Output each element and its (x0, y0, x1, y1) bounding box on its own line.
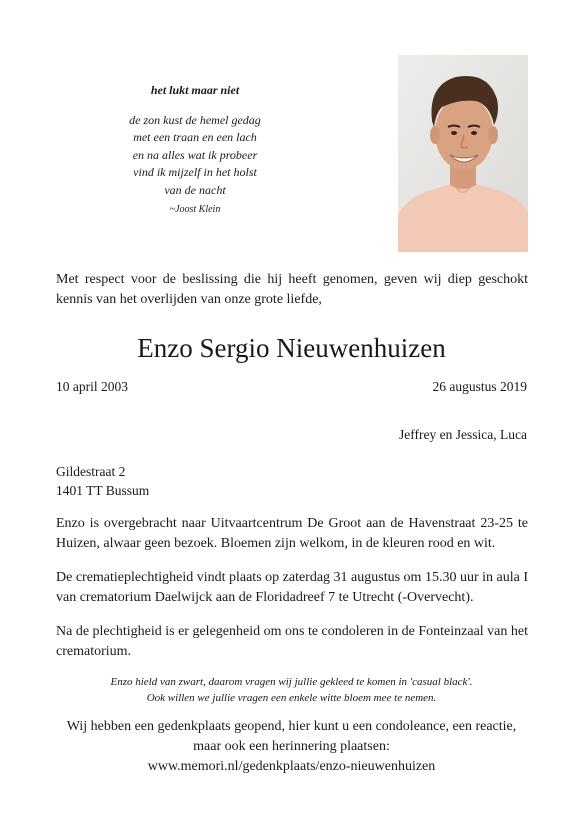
address-street: Gildestraat 2 (56, 464, 126, 479)
deceased-name: Enzo Sergio Nieuwenhuizen (137, 333, 446, 363)
closing-line: maar ook een herinnering plaatsen: (193, 739, 390, 754)
dress-code-line: Ook willen we jullie vragen een enkele witte bloem mee te nemen. (146, 692, 437, 704)
portrait-photo (398, 55, 528, 252)
poem-line: met een traan en een lach (133, 130, 257, 144)
correspondence-address (56, 462, 149, 500)
poem-author: ~Joost Klein (169, 204, 221, 215)
viewing-paragraph: Enzo is overgebracht naar Uitvaartcentrum De Groot aan de Havenstraat 23-25 te Huizen, alwaar geen bezoek. Bloemen zijn welkom, in de kleuren rood en wit. (56, 516, 528, 551)
dress-code-note (0, 674, 583, 706)
birth-date: 10 april 2003 (56, 379, 128, 394)
poem (100, 82, 290, 219)
poem-line: en na alles wat ik probeer (132, 147, 258, 162)
intro-text: Met respect voor de beslissing die hij heeft genomen, geven wij diep geschokt kennis van het overlijden van onze grote liefde, (56, 272, 528, 307)
poem-line: de zon kust de hemel gedag (129, 112, 261, 127)
poem-line: vind ik mijzelf in het holst (133, 165, 257, 179)
ceremony-paragraph: De crematieplechtigheid vindt plaats op zaterdag 31 augustus om 15.30 uur in aula I van crematorium Daelwijck aan de Floridadreef 7 te Utrecht (-Overvecht). (56, 570, 528, 605)
portrait-illustration (398, 55, 528, 252)
family-names: Jeffrey en Jessica, Luca (399, 427, 527, 442)
address-city: 1401 TT Bussum (56, 483, 150, 498)
closing-line: Wij hebben een gedenkplaats geopend, hier kunt u een condoleance, een reactie, (66, 719, 517, 734)
poem-line: van de nacht (164, 182, 226, 197)
condolence-paragraph: Na de plechtigheid is er gelegenheid om ons te condoleren in de Fonteinzaal van het crematorium. (56, 624, 528, 659)
poem-title: het lukt maar niet (150, 83, 240, 97)
memorial-url: www.memori.nl/gedenkplaats/enzo-nieuwenhuizen (147, 759, 436, 774)
memorial-page-note (0, 717, 583, 777)
dress-code-line: Enzo hield van zwart, daarom vragen wij jullie gekleed te komen in 'casual black'. (110, 676, 473, 688)
death-date: 26 augustus 2019 (432, 379, 527, 394)
